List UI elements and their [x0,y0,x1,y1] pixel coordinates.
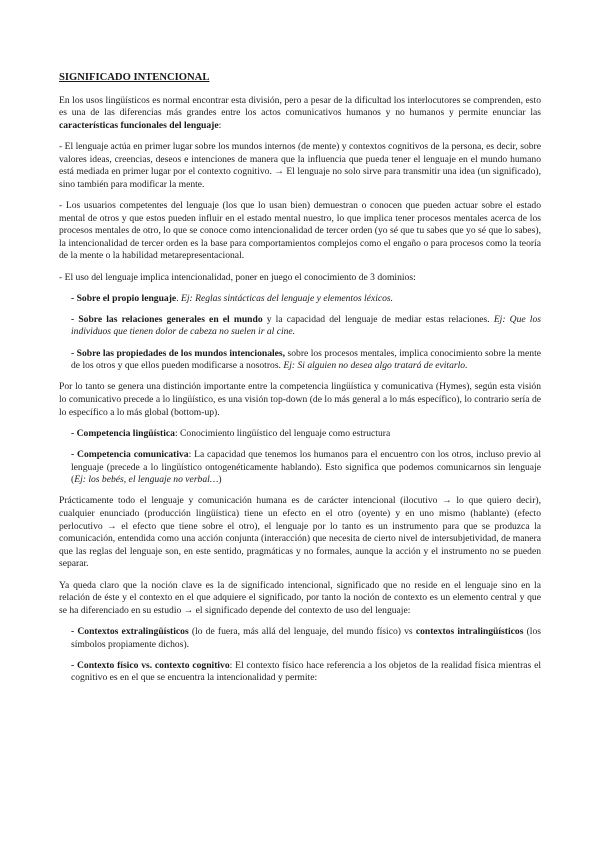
competence-item-linguistic [71,428,541,441]
competence-item-communicative [71,449,541,487]
context-item-physical-text: : El contexto físico hace referencia a los objetos de la realidad física mientras el cognitivo es en el que se encuentra la intencionalidad y permite: [71,659,541,684]
competence-item-communicative-end: ) [218,474,222,486]
domain-item-world-example: Ej: Que los individuos que tienen dolor de cabeza no suelen ir al cine. [71,313,541,338]
domain-item-language-title: - Sobre el propio lenguaje [71,292,177,304]
paragraph-context-notion: Ya queda claro que la noción clave es la de significado intencional, significado que no reside en el lenguaje sino en la relación de éste y el contexto en el que adquiere el significado, por tanto la noción de contexto es un elemento central y que se ha diferenciado en su estudio → el significado depende del contexto de uso del lenguaje: [59,579,541,616]
paragraph-intentional-communication: Prácticamente todo el lenguaje y comunicación humana es de carácter intencional (ilocutivo → lo que quiero decir), cualquier enunciado (producción lingüística) tiene un efecto en el otro (oyente) y en uno mismo (hablante) (efecto perlocutivo → el efecto que tiene sobre el otro), el lenguaje por lo tanto es un instrumento para que se produzca la comunicación, entendida como una acción conjunta (interacción) que necesita de cierto nivel de intersubjetividad, de manera que las reglas del lenguaje son, en este sentido, pragmáticas y no formales, aunque la acción y el instrumento no se pueden separar. [59,495,541,570]
context-item-physical-cognitive [71,660,541,685]
domain-item-world [71,314,541,339]
page-title: SIGNIFICADO INTENCIONAL [59,72,210,83]
domain-item-world-text: y la capacidad del lenguaje de mediar estas relaciones. [262,313,494,325]
competence-item-linguistic-title: - Competencia lingüística [71,427,175,439]
context-item-extra-text: (lo de fuera, más allá del lenguaje, del mundo físico) vs [188,625,416,637]
intro-bold-term: características funcionales del lenguaje [59,119,219,131]
domain-item-intentional-example: Ej: Si alguien no desea algo tratará de evitarlo. [283,360,468,372]
domain-item-language [71,293,541,306]
domain-item-world-title: - Sobre las relaciones generales en el mundo [71,313,263,325]
competence-item-communicative-example: Ej: los bebés, el lenguaje no verbal… [74,474,219,486]
domain-item-intentional-text: sobre los procesos mentales, implica conocimiento sobre la mente de los otros y que ellos pueden modificarse a nosotros. [71,347,541,372]
competence-item-linguistic-text: : Conocimiento lingüístico del lenguaje como estructura [174,427,391,439]
paragraph-competence-distinction: Por lo tanto se genera una distinción importante entre la competencia lingüística y comunicativa (Hymes), según esta visión lo comunicativo precede a lo lingüístico, es una visión top-down (de lo más general a lo más específico), lo contrario sería de lo específico a lo más global (bottom-up). [59,381,541,418]
context-item-extra-intra [71,626,541,651]
domain-item-intentional-title: - Sobre las propiedades de los mundos intencionales, [71,347,286,359]
competence-item-communicative-text: : La capacidad que tenemos los humanos para el encuentro con los otros, incluso previo al lenguaje (precede a lo lingüístico ontogenéticamente hablando). Esto significa que podemos comunicarnos sin lenguaje ( [71,449,541,486]
intro-end: : [218,119,222,131]
intro-paragraph [59,95,541,133]
competence-item-communicative-title: - Competencia comunicativa [71,449,189,460]
context-item-intra-title: contextos intralingüísticos [415,625,524,637]
domain-item-intentional [71,348,541,373]
context-item-physical-title: - Contexto físico vs. contexto cognitivo [71,659,230,671]
paragraph-competent-users: - Los usuarios competentes del lenguaje (los que lo usan bien) demuestran o conocen que pueden actuar sobre el estado mental de otros y que estos pueden influir en el estado mental nuestro, lo que implica tener procesos mentales acerca de los procesos mentales de otro, lo que se conoce como intencionalidad de tercer orden (yo sé que tu sabes que yo sé que lo sabes), la intencionalidad de tercer orden es la base para comportamientos complejos como el engaño o para procesos como la teoría de la mente o la habilidad metarepresentacional. [59,199,541,262]
domain-item-language-sep: . [176,292,181,304]
intro-text: En los usos lingüísticos es normal encontrar esta división, pero a pesar de la dificultad los interlocutores se comprenden, esto es una de las diferencias más grandes entre los actos comunicativos humanos y no humanos y permite enunciar las [59,94,541,119]
context-item-extra-title: - Contextos extralingüísticos [71,625,189,637]
document-page [59,72,541,693]
domain-item-language-example: Ej: Reglas sintácticas del lenguaje y elementos léxicos. [180,292,394,304]
paragraph-three-domains: - El uso del lenguaje implica intencionalidad, poner en juego el conocimiento de 3 dominios: [59,271,416,283]
context-item-intra-text: (los símbolos propiamente dichos). [71,625,542,650]
paragraph-mental-worlds: - El lenguaje actúa en primer lugar sobre los mundos internos (de mente) y contextos cognitivos de la persona, es decir, sobre valores ideas, creencias, deseos e intenciones de manera que la influencia que pueda tener el lenguaje en el mundo humano está mediada en primer lugar por el contexto cognitivo. → El lenguaje no solo sirve para transmitir una idea (un significado), sino también para modificar la mente. [59,140,541,190]
